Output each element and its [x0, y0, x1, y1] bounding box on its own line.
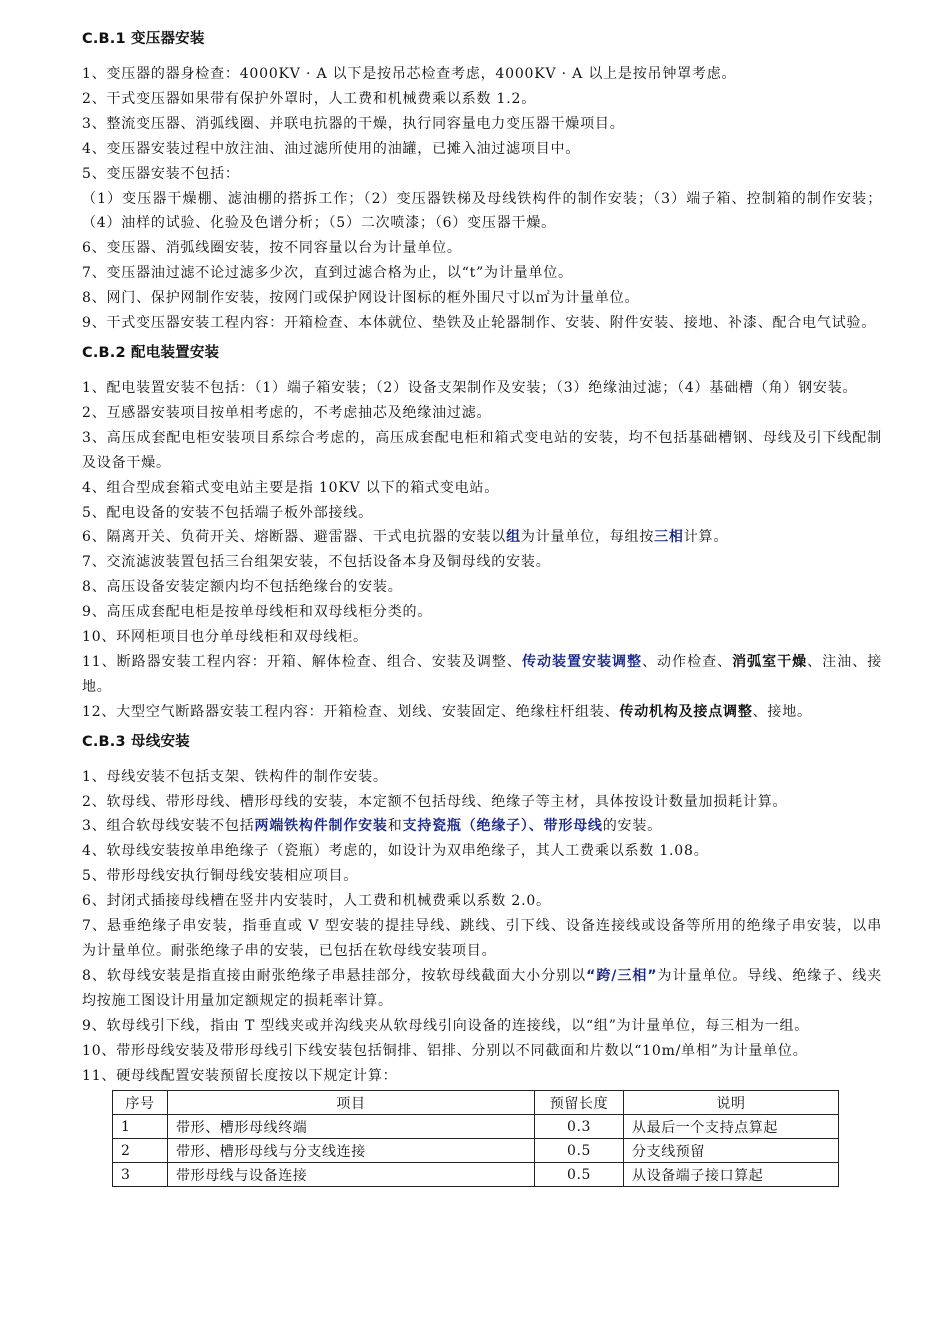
clause-text: 9、软母线引下线，指由 T 型线夹或并沟线夹从软母线引向设备的连接线，以“组”为计量单位，每三相为一组。 — [82, 1017, 810, 1034]
clause-item — [82, 87, 882, 112]
clause-item — [82, 550, 882, 575]
clause-item — [82, 790, 882, 815]
emphasis-text: 组 — [506, 529, 521, 546]
clause-item — [82, 700, 882, 725]
emphasis-text: 三相 — [654, 529, 684, 546]
cell-length: 0.5 — [535, 1163, 624, 1187]
clause-item — [82, 187, 882, 237]
clause-item — [82, 839, 882, 864]
clause-text: 、接地。 — [752, 703, 812, 720]
clause-item — [82, 889, 882, 914]
cell-length: 0.3 — [535, 1115, 624, 1139]
clause-text: 3、整流变压器、消弧线圈、并联电抗器的干燥，执行同容量电力变压器干燥项目。 — [82, 115, 625, 132]
clause-text: 1、母线安装不包括支架、铁构件的制作安装。 — [82, 768, 388, 785]
clause-text: 5、配电设备的安装不包括端子板外部接线。 — [82, 504, 373, 521]
cell-note: 从最后一个支持点算起 — [624, 1115, 839, 1139]
clause-text: 4、软母线安装按单串绝缘子（瓷瓶）考虑的，如设计为双串绝缘子，其人工费乘以系数 1.08。 — [82, 843, 709, 860]
clause-item — [82, 1014, 882, 1039]
table-row — [113, 1139, 839, 1163]
clause-item — [82, 501, 882, 526]
clause-text: 7、变压器油过滤不论过滤多少次，直到过滤合格为止，以“t”为计量单位。 — [82, 265, 573, 282]
clause-text: 为计量单位，每组按 — [520, 529, 655, 546]
table-header-row — [113, 1091, 839, 1115]
clause-text: 和 — [387, 818, 403, 835]
cell-note: 从设备端子接口算起 — [624, 1163, 839, 1187]
clause-item — [82, 525, 882, 550]
clause-item — [82, 62, 882, 87]
clause-item — [82, 286, 882, 311]
clause-text: 2、互感器安装项目按单相考虑的，不考虑抽芯及绝缘油过滤。 — [82, 404, 492, 421]
clause-text: 5、变压器安装不包括： — [82, 165, 240, 182]
clause-text: 4、变压器安装过程中放注油、油过滤所使用的油罐，已摊入油过滤项目中。 — [82, 140, 581, 157]
section-cb1-body — [82, 62, 882, 336]
section-title-cb1: C.B.1 变压器安装 — [82, 31, 205, 47]
clause-text: 9、干式变压器安装工程内容：开箱检查、本体就位、垫铁及止轮器制作、安装、附件安装、接地、补漆、配合电气试验。 — [82, 315, 877, 332]
clause-item — [82, 575, 882, 600]
clause-item — [82, 914, 882, 964]
emphasis-text: 传动装置安装调整 — [521, 653, 643, 670]
clause-text: 1、配电装置安装不包括：（1）端子箱安装；（2）设备支架制作及安装；（3）绝缘油过滤；（4）基础槽（角）钢安装。 — [82, 379, 858, 396]
section-title-cb2: C.B.2 配电装置安装 — [82, 344, 220, 361]
table-row — [113, 1115, 839, 1139]
clause-text: 11、硬母线配置安装预留长度按以下规定计算： — [82, 1067, 398, 1084]
clause-item — [82, 1039, 882, 1064]
clause-item — [82, 964, 882, 1014]
emphasis-text: 消弧室干燥 — [732, 653, 808, 670]
emphasis-text: 传动机构及接点调整 — [619, 703, 753, 720]
section-cb2-body — [82, 376, 882, 725]
cell-no: 3 — [113, 1163, 168, 1187]
clause-text: 、注油、接地。 — [82, 653, 883, 695]
clause-text: 2、软母线、带形母线、槽形母线的安装，本定额不包括母线、绝缘子等主材，具体按设计数量加损耗计算。 — [82, 793, 788, 810]
col-header-no: 序号 — [113, 1091, 168, 1115]
clause-item — [82, 311, 882, 336]
clause-text: 9、高压成套配电柜是按单母线柜和双母线柜分类的。 — [82, 604, 433, 621]
table-row — [113, 1163, 839, 1187]
emphasis-text: 支持瓷瓶（绝缘子）、带形母线 — [402, 818, 603, 835]
cell-note: 分支线预留 — [624, 1139, 839, 1163]
clause-text: 7、交流滤波装置包括三台组架安装，不包括设备本身及铜母线的安装。 — [82, 554, 551, 571]
clause-text: 6、封闭式插接母线槽在竖井内安装时，人工费和机械费乘以系数 2.0。 — [82, 893, 551, 910]
clause-text: 4、组合型成套箱式变电站主要是指 10KV 以下的箱式变电站。 — [82, 479, 499, 496]
clause-item — [82, 1064, 882, 1089]
clause-item — [82, 236, 882, 261]
col-header-note: 说明 — [624, 1091, 839, 1115]
clause-item — [82, 112, 882, 137]
clause-text: 10、带形母线安装及带形母线引下线安装包括铜排、铝排、分别以不同截面和片数以“10m/单相”为计量单位。 — [82, 1042, 808, 1059]
emphasis-text: 两端铁构件制作安装 — [254, 818, 388, 835]
cell-no: 1 — [113, 1115, 168, 1139]
clause-item — [82, 137, 882, 162]
document-page — [82, 22, 882, 1187]
clause-item — [82, 765, 882, 790]
clause-text: （1）变压器干燥棚、滤油棚的搭拆工作；（2）变压器铁梯及母线铁构件的制作安装；（3）端子箱、控制箱的制作安装；（4）油样的试验、化验及色谱分析；（5）二次喷漆；（6）变压器干燥。 — [82, 190, 882, 232]
clause-item — [82, 814, 882, 839]
clause-text: 10、环网柜项目也分单母线柜和双母线柜。 — [82, 629, 368, 646]
clause-text: 6、变压器、消弧线圈安装，按不同容量以台为计量单位。 — [82, 240, 462, 257]
clause-text: 5、带形母线安执行铜母线安装相应项目。 — [82, 868, 359, 885]
cell-length: 0.5 — [535, 1139, 624, 1163]
clause-item — [82, 600, 882, 625]
clause-text: 计算。 — [683, 529, 729, 546]
clause-text: 的安装。 — [602, 818, 662, 835]
clause-text: 、动作检查、 — [642, 653, 733, 670]
clause-text: 6、隔离开关、负荷开关、熔断器、避雷器、干式电抗器的安装以 — [82, 529, 507, 546]
clause-text: 11、断路器安装工程内容：开箱、解体检查、组合、安装及调整、 — [82, 653, 522, 670]
cell-item: 带形、槽形母线与分支线连接 — [168, 1139, 535, 1163]
cell-item: 带形、槽形母线终端 — [168, 1115, 535, 1139]
clause-item — [82, 476, 882, 501]
clause-text: 1、变压器的器身检查：4000KV · A 以下是按吊芯检查考虑，4000KV · A 以上是按吊钟罩考虑。 — [82, 66, 737, 82]
clause-item — [82, 625, 882, 650]
clause-text: 12、大型空气断路器安装工程内容：开箱检查、划线、安装固定、绝缘柱杆组装、 — [82, 703, 620, 720]
cell-no: 2 — [113, 1139, 168, 1163]
clause-item — [82, 401, 882, 426]
clause-text: 3、组合软母线安装不包括 — [82, 818, 255, 835]
clause-item — [82, 261, 882, 286]
clause-text: 为计量单位。导线、绝缘子、线夹均按施工图设计用量加定额规定的损耗率计算。 — [82, 967, 882, 1009]
section-cb3-body — [82, 765, 882, 1089]
clause-text: 8、网门、保护网制作安装，按网门或保护网设计图标的框外围尺寸以㎡为计量单位。 — [82, 290, 640, 307]
clause-text: 2、干式变压器如果带有保护外罩时，人工费和机械费乘以系数 1.2。 — [82, 90, 537, 107]
clause-text: 8、软母线安装是指直接由耐张绝缘子串悬挂部分，按软母线截面大小分别以 — [82, 967, 587, 984]
clause-text: 3、高压成套配电柜安装项目系综合考虑的，高压成套配电柜和箱式变电站的安装，均不包括基础槽钢、母线及引下线配制及设备干燥。 — [82, 429, 882, 471]
col-header-item: 项目 — [168, 1091, 535, 1115]
cell-item: 带形母线与设备连接 — [168, 1163, 535, 1187]
clause-item — [82, 426, 882, 476]
clause-item — [82, 376, 882, 401]
clause-item — [82, 162, 882, 187]
clause-text: 8、高压设备安装定额内均不包括绝缘台的安装。 — [82, 579, 403, 596]
clause-item — [82, 864, 882, 889]
section-title-cb3: C.B.3 母线安装 — [82, 733, 190, 750]
reserved-length-table — [112, 1090, 839, 1187]
col-header-length: 预留长度 — [535, 1091, 624, 1115]
emphasis-text: “跨/三相” — [586, 967, 658, 984]
clause-text: 7、悬垂绝缘子串安装，指垂直或 V 型安装的提挂导线、跳线、引下线、设备连接线或设备等所用的绝缘子串安装，以串为计量单位。耐张绝缘子串的安装，已包括在软母线安装项目。 — [82, 918, 882, 959]
clause-item — [82, 650, 882, 700]
